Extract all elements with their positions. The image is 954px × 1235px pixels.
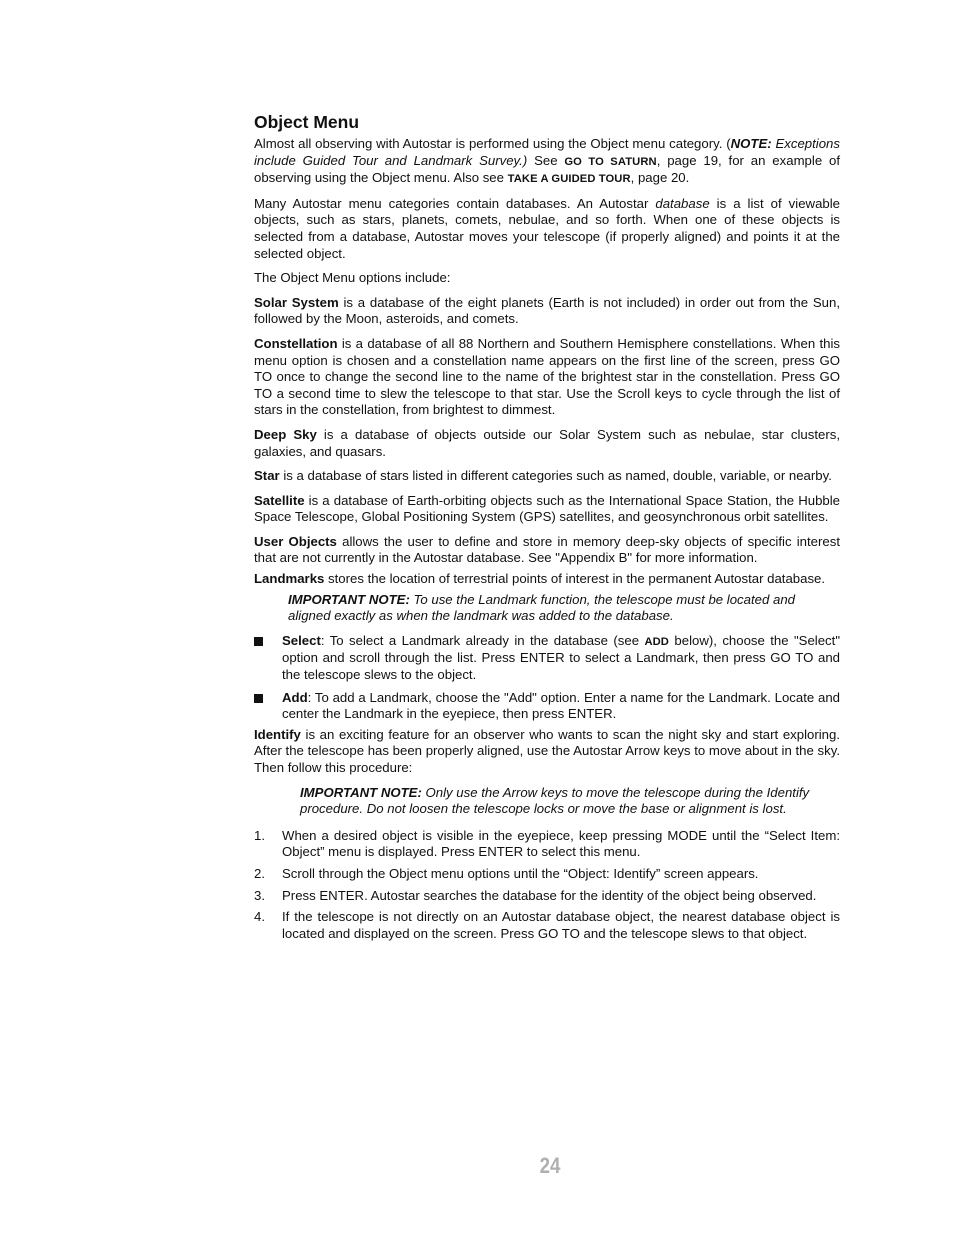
note-label: NOTE: [730,136,772,151]
square-bullet-icon [254,694,263,703]
step-text: Press ENTER. Autostar searches the database for the identity of the object being observed. [282,887,817,903]
step-4 [254,909,840,942]
option-text: is a database of all 88 Northern and Southern Hemisphere constellations. When this menu option is chosen and a constellation name appears on the first line of the screen, press GO TO once to change the second line to the name of the brightest star in the constellation. Press GO TO a second time to slew the telescope to that star. Use the Scroll keys to cycle through the list of stars in the constellation, from brightest to dimmest. [254,335,840,418]
option-landmarks [254,571,840,588]
intro-paragraph [254,136,840,188]
bullet-term: Select [282,632,321,648]
text-run: Many Autostar menu categories contain databases. An Autostar [254,195,656,211]
option-text: stores the location of terrestrial points of interest in the permanent Autostar database. [324,571,826,587]
option-term: Landmarks [254,571,325,587]
bullet-select [254,633,840,684]
step-number: 4. [254,909,265,925]
option-term: Solar System [254,294,339,310]
options-intro: The Object Menu options include: [254,270,451,286]
bullet-add [254,690,840,723]
option-deep-sky [254,427,840,460]
cross-reference: GO TO SATURN [564,155,657,168]
option-text: is an exciting feature for an observer who wants to scan the night sky and start exploring. After the telescope has been properly aligned, use the Autostar Arrow keys to move about in the sky. Then follow this procedure: [254,726,840,775]
note-text: To use the Landmark function, the telescope must be located and aligned exactly as when the landmark was added to the database. [288,591,795,624]
cross-reference: ADD [644,635,669,648]
option-term: Deep Sky [254,426,317,442]
square-bullet-icon [254,637,263,646]
note-text: Only use the Arrow keys to move the telescope during the Identify procedure. Do not loosen the telescope locks or move the base or alignment is lost. [300,784,810,817]
note-label: IMPORTANT NOTE: [288,591,410,607]
step-text: When a desired object is visible in the eyepiece, keep pressing MODE until the “Select Item: Object” menu is displayed. Press ENTER to select this menu. [282,827,840,860]
option-text: is a database of objects outside our Solar System such as nebulae, star clusters, galaxies, and quasars. [254,426,840,459]
step-number: 2. [254,865,265,881]
option-constellation [254,336,840,419]
option-star [254,468,840,485]
option-user-objects [254,534,840,567]
page-content [254,112,840,947]
note-label: IMPORTANT NOTE: [300,784,422,800]
step-number: 1. [254,827,265,843]
important-note-landmark [288,592,808,625]
important-note-identify [300,785,812,818]
step-1 [254,828,840,861]
bullet-text: : To select a Landmark already in the database (see [320,632,645,648]
text-run: See [527,152,565,168]
step-number: 3. [254,887,265,903]
step-text: If the telescope is not directly on an Autostar database object, the nearest database object is located and displayed on the screen. Press GO TO and the telescope slews to that object. [282,909,840,941]
text-run: Almost all observing with Autostar is performed using the Object menu category. ( [254,136,731,151]
option-identify [254,727,840,777]
step-2 [254,866,840,883]
option-text: is a database of stars listed in different categories such as named, double, variable, or nearby. [279,468,832,484]
option-term: Satellite [254,492,305,508]
option-satellite [254,493,840,526]
bullet-text: below), choose the "Select" option and scroll through the list. Press ENTER to select a Landmark, then press GO TO and the telescope slews to the object. [282,632,840,683]
option-term: User Objects [254,533,337,549]
bullet-text: : To add a Landmark, choose the "Add" option. Enter a name for the Landmark. Locate and center the Landmark in the eyepiece, then press ENTER. [282,689,840,722]
bullet-term: Add [282,689,308,705]
step-text: Scroll through the Object menu options until the “Object: Identify” screen appears. [282,865,759,881]
note-text: Exceptions include Guided Tour and Landmark Survey.) [254,136,840,168]
option-term: Identify [254,726,301,742]
option-solar-system [254,295,840,328]
text-run: , page 20. [630,170,690,186]
option-text: allows the user to define and store in memory deep-sky objects of specific interest that are not currently in the Autostar database. See "Appendix B" for more information. [254,533,840,566]
option-term: Constellation [254,335,338,351]
cross-reference: TAKE A GUIDED TOUR [507,173,631,186]
text-run: , page 19, for an example of observing using the Object menu. Also see [254,152,840,186]
option-text: is a database of Earth-orbiting objects such as the International Space Station, the Hubble Space Telescope, Global Positioning System (GPS) satellites, and geosynchronous orbit satellites. [254,492,840,525]
section-title: Object Menu [254,112,360,132]
database-paragraph [254,196,840,262]
text-run: is a list of viewable objects, such as stars, planets, comets, nebulae, and so forth. When one of these objects is selected from a database, Autostar moves your telescope (if properly aligned) and points it at the selected object. [254,195,841,261]
step-3 [254,888,840,905]
option-term: Star [254,468,280,484]
page-number: 24 [539,1153,561,1178]
emphasis: database [655,195,710,211]
option-text: is a database of the eight planets (Earth is not included) in order out from the Sun, followed by the Moon, asteroids, and comets. [254,294,840,327]
